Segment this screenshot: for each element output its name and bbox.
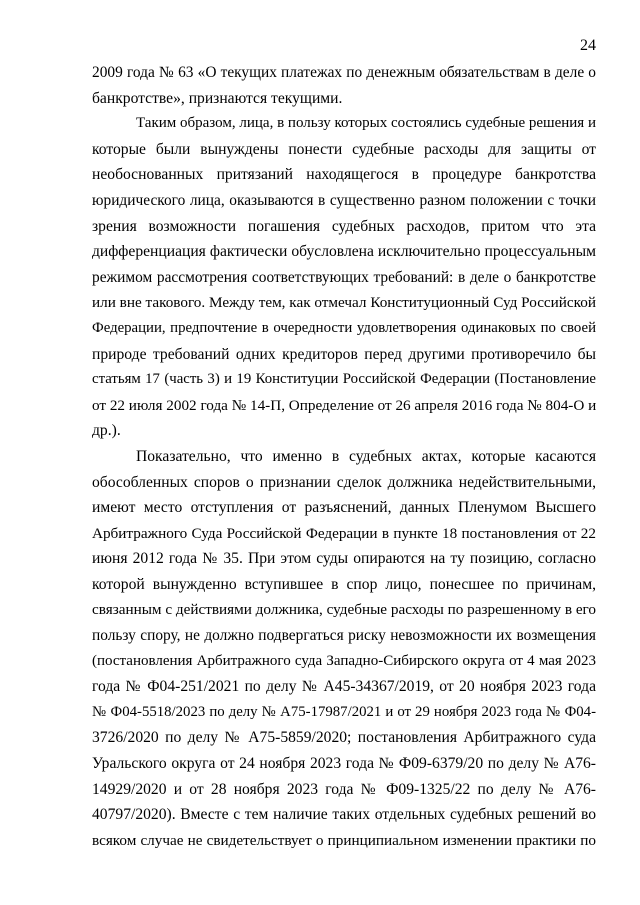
text-line: зрения возможности погашения судебных расходов, притом что эта xyxy=(92,217,596,235)
text-line: июня 2012 года № 35. При этом суды опираются на ту позицию, согласно xyxy=(92,550,596,568)
text-line: 40797/2020). Вместе с тем наличие таких отдельных судебных решений во xyxy=(92,806,596,824)
text-line: № Ф04-5518/2023 по делу № А75-17987/2021 и от 29 ноября 2023 года № Ф04- xyxy=(92,703,596,720)
text-line: пользу спору, не должно подвергаться риску невозможности их возмещения xyxy=(92,627,596,645)
text-line: которые были вынуждены понести судебные расходы для защиты от xyxy=(92,140,596,158)
text-line: Уральского округа от 24 ноября 2023 года № Ф09-6379/20 по делу № А76- xyxy=(92,755,596,773)
text-line: или вне такового. Между тем, как отмечал Конституционный Суд Российской xyxy=(92,294,596,312)
document-body xyxy=(92,60,596,853)
text-line: др.). xyxy=(92,422,121,440)
text-line: 14929/2020 и от 28 ноября 2023 года № Ф09-1325/22 по делу № А76- xyxy=(92,780,596,798)
text-line: имеют место отступления от разъяснений, данных Пленумом Высшего xyxy=(92,499,596,517)
text-line: Таким образом, лица, в пользу которых состоялись судебные решения и xyxy=(136,115,596,132)
text-line: которой вынужденно вступившее в спор лицо, понесшее по причинам, xyxy=(92,575,596,593)
text-line: Федерации, предпочтение в очередности удовлетворения одинаковых по своей xyxy=(92,319,596,336)
text-line: юридического лица, оказываются в существенно разном положении с точки xyxy=(92,191,596,209)
text-line: (постановления Арбитражного суда Западно-Сибирского округа от 4 мая 2023 xyxy=(92,652,596,669)
text-line: обособленных споров о признании сделок должника недействительными, xyxy=(92,473,596,491)
text-line: Арбитражного Суда Российской Федерации в пункте 18 постановления от 22 xyxy=(92,524,596,542)
text-line: от 22 июля 2002 года № 14-П, Определение от 26 апреля 2016 года № 804-О и xyxy=(92,396,597,414)
text-line: всяком случае не свидетельствует о принципиальном изменении практики по xyxy=(92,831,596,849)
text-line: статьям 17 (часть 3) и 19 Конституции Российской Федерации (Постановление xyxy=(92,371,596,388)
text-line: 2009 года № 63 «О текущих платежах по денежным обязательствам в деле о xyxy=(92,64,596,81)
text-line: Показательно, что именно в судебных актах, которые касаются xyxy=(136,447,596,465)
page-number: 24 xyxy=(580,37,596,54)
text-line: банкротстве», признаются текущими. xyxy=(92,89,343,107)
text-line: необоснованных притязаний находящегося в процедуре банкротства xyxy=(92,166,596,184)
text-line: природе требований одних кредиторов перед другими противоречило бы xyxy=(92,345,596,363)
text-line: дифференциация фактически обусловлена исключительно процессуальным xyxy=(92,243,596,261)
text-line: связанным с действиями должника, судебные расходы по разрешенному в его xyxy=(92,601,596,619)
text-line: режимом рассмотрения соответствующих требований: в деле о банкротстве xyxy=(92,268,596,286)
text-line: года № Ф04-251/2021 по делу № А45-34367/2019, от 20 ноября 2023 года xyxy=(92,678,596,696)
text-line: 3726/2020 по делу № А75-5859/2020; постановления Арбитражного суда xyxy=(92,729,596,747)
